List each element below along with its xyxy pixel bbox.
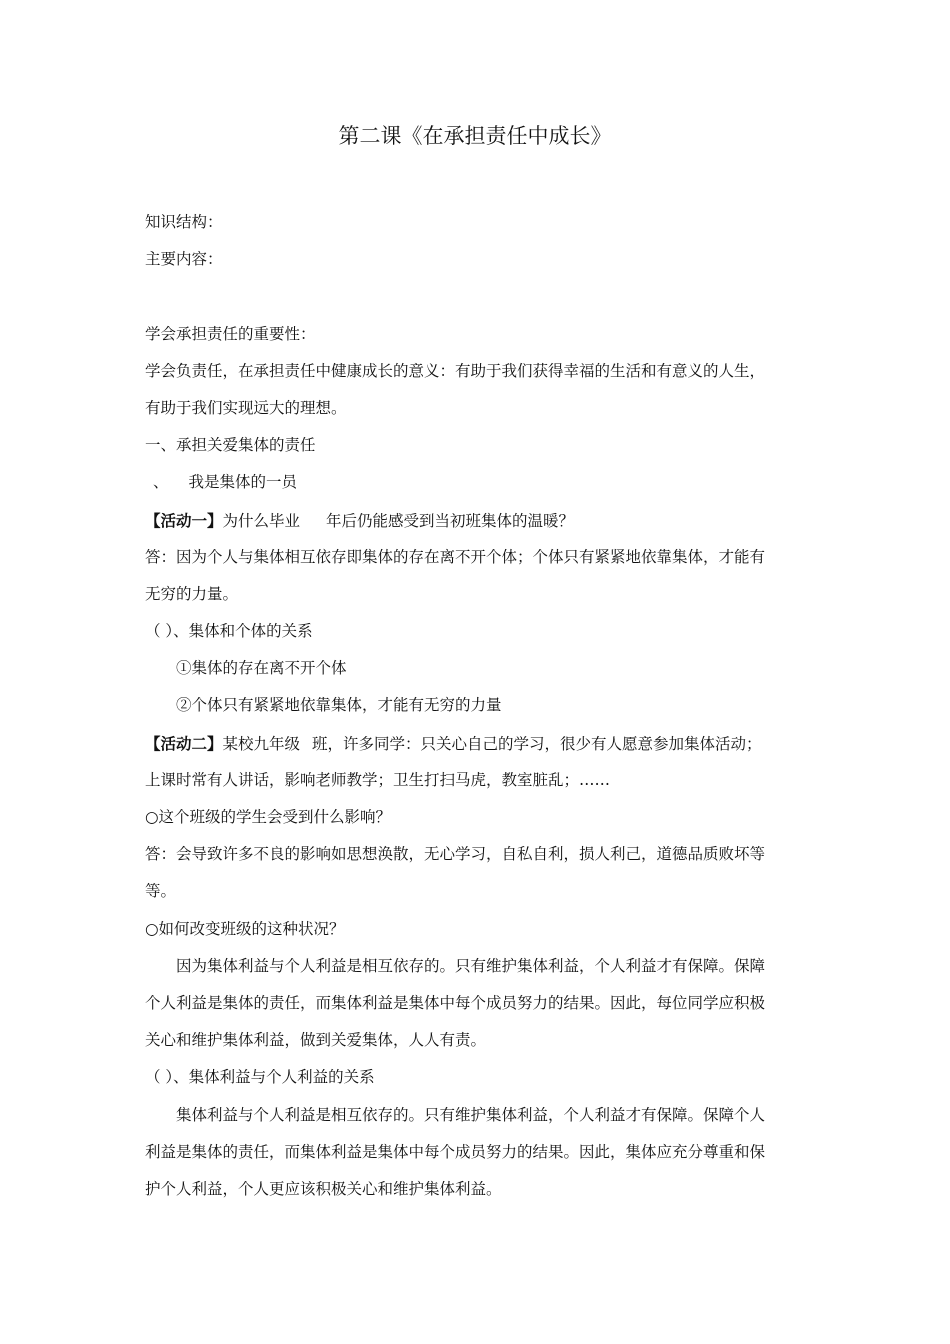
paragraph-2-line-2: 利益是集体的责任，而集体利益是集体中每个成员努力的结果。因此，集体应充分尊重和保 <box>145 1142 766 1161</box>
answer-1-line-2: 无穷的力量。 <box>145 584 239 603</box>
knowledge-structure-label: 知识结构： <box>145 213 223 231</box>
importance-heading: 学会承担责任的重要性： <box>145 324 316 343</box>
importance-paragraph-line-1: 学会负责任，在承担责任中健康成长的意义：有助于我们获得幸福的生活和有意义的人生， <box>145 361 766 380</box>
relation-2-heading: （ ）、集体利益与个人利益的关系 <box>145 1068 375 1087</box>
paragraph-1-line-2: 个人利益是集体的责任，而集体利益是集体中每个成员努力的结果。因此，每位同学应积极 <box>145 993 766 1012</box>
answer-2-line-1: 答：会导致许多不良的影响如思想涣散，无心学习，自私自利，损人利己，道德品质败坏等 <box>145 845 766 864</box>
answer-1-line-1: 答：因为个人与集体相互依存即集体的存在离不开个体；个体只有紧紧地依靠集体，才能有 <box>145 547 766 566</box>
main-content-label: 主要内容： <box>145 250 223 269</box>
document-body <box>145 204 810 1208</box>
activity-1-label: 【活动一】 <box>145 510 223 530</box>
blank-line <box>145 278 810 315</box>
activity-1-text-b: 年后仍能感受到当初班集体的温暖？ <box>326 511 575 530</box>
paragraph-2-line-3: 护个人利益，个人更应该积极关心和维护集体利益。 <box>145 1179 502 1198</box>
relation-1-point-2: ②个体只有紧紧地依靠集体，才能有无穷的力量 <box>176 696 502 715</box>
section-heading-1: 一、承担关爱集体的责任 <box>145 436 316 455</box>
importance-paragraph-line-2: 有助于我们实现远大的理想。 <box>145 398 347 417</box>
activity-2 <box>145 725 810 762</box>
paragraph-1-line-1: 因为集体利益与个人利益是相互依存的。只有维护集体利益，个人利益才有保障。保障 <box>176 956 766 975</box>
page-title: 第二课《在承担责任中成长》 <box>338 124 612 148</box>
activity-2-line-2: 上课时常有人讲话，影响老师教学；卫生打扫马虎，教室脏乱；…… <box>145 770 611 789</box>
activity-1 <box>145 502 810 539</box>
subheading-prefix: 、 <box>153 473 169 492</box>
activity-2-text-b: 班，许多同学：只关心自己的学习，很少有人愿意参加集体活动； <box>312 734 762 753</box>
paragraph-1-line-3: 关心和维护集体利益，做到关爱集体，人人有责。 <box>145 1031 487 1050</box>
question-1: ○这个班级的学生会受到什么影响？ <box>145 808 392 826</box>
answer-2-line-2: 等。 <box>145 882 177 901</box>
subheading-text: 我是集体的一员 <box>188 473 298 492</box>
activity-2-text-a: 某校九年级 <box>222 734 301 753</box>
question-2: ○如何改变班级的这种状况？ <box>145 919 345 938</box>
activity-1-text-a: 为什么毕业 <box>222 511 301 530</box>
subheading-1 <box>145 464 810 501</box>
relation-1-heading: （ ）、集体和个体的关系 <box>145 622 313 641</box>
activity-2-label: 【活动二】 <box>145 733 223 753</box>
paragraph-2-line-1: 集体利益与个人利益是相互依存的。只有维护集体利益，个人利益才有保障。保障个人 <box>176 1105 766 1124</box>
relation-1-point-1: ①集体的存在离不开个体 <box>176 659 347 678</box>
